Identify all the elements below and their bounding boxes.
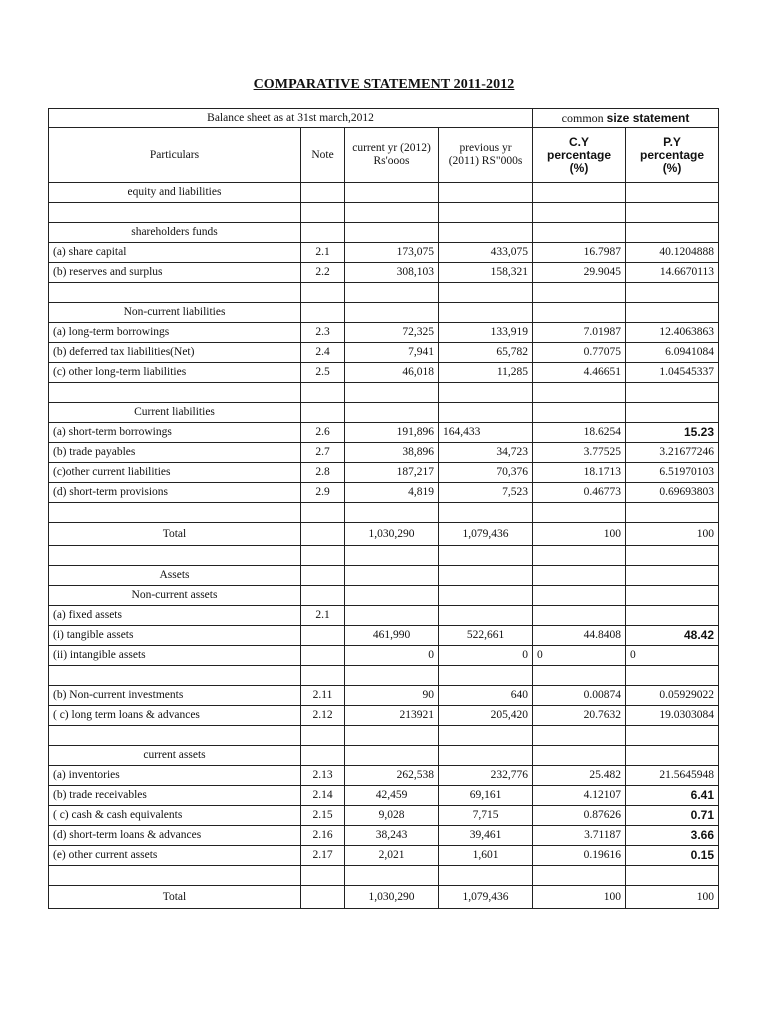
empty-cell <box>533 586 626 606</box>
table-row <box>49 363 719 383</box>
blank-cell <box>301 666 345 686</box>
current-yr-cell: 46,018 <box>345 363 439 383</box>
previous-yr-cell: 522,661 <box>439 626 533 646</box>
current-yr-cell: 72,325 <box>345 323 439 343</box>
blank-cell <box>345 666 439 686</box>
note-cell: 2.16 <box>301 826 345 846</box>
previous-yr-cell: 158,321 <box>439 263 533 283</box>
empty-cell <box>439 183 533 203</box>
blank-cell <box>439 203 533 223</box>
cy-percentage-cell: 4.12107 <box>533 786 626 806</box>
table-row <box>49 626 719 646</box>
particulars-cell: (c) other long-term liabilities <box>49 363 301 383</box>
table-row <box>49 243 719 263</box>
current-yr-cell: 187,217 <box>345 463 439 483</box>
py-percentage-cell: 100 <box>626 523 719 546</box>
current-yr-cell: 9,028 <box>345 806 439 826</box>
blank-cell <box>439 866 533 886</box>
previous-yr-value: 0 <box>522 649 529 661</box>
cy-percentage-cell: 3.77525 <box>533 443 626 463</box>
blank-cell <box>49 546 301 566</box>
particulars-cell: (c)other current liabilities <box>49 463 301 483</box>
particulars-cell: (b) Non-current investments <box>49 686 301 706</box>
blank-cell <box>533 503 626 523</box>
empty-cell <box>301 566 345 586</box>
section-label: equity and liabilities <box>49 183 301 203</box>
empty-cell <box>301 223 345 243</box>
blank-cell <box>345 503 439 523</box>
empty-cell <box>439 746 533 766</box>
py-percentage-cell: 1.04545337 <box>626 363 719 383</box>
particulars-cell: (a) inventories <box>49 766 301 786</box>
section-row <box>49 746 719 766</box>
blank-row <box>49 283 719 303</box>
blank-row <box>49 866 719 886</box>
common-size-header: common size statement <box>533 109 719 128</box>
particulars-cell: (ii) intangible assets <box>49 646 301 666</box>
previous-yr-cell: 65,782 <box>439 343 533 363</box>
empty-cell <box>439 303 533 323</box>
total-row <box>49 523 719 546</box>
total-label: Total <box>49 523 301 546</box>
empty-cell <box>533 223 626 243</box>
py-percentage-cell: 0.71 <box>626 806 719 826</box>
cy-percentage-header: C.Y percentage (%) <box>533 128 626 183</box>
cy-percentage-cell: 18.1713 <box>533 463 626 483</box>
blank-cell <box>345 866 439 886</box>
blank-cell <box>49 383 301 403</box>
empty-cell <box>301 403 345 423</box>
note-cell: 2.5 <box>301 363 345 383</box>
blank-cell <box>533 383 626 403</box>
blank-cell <box>301 866 345 886</box>
cy-percentage-cell: 16.7987 <box>533 243 626 263</box>
cy-percentage-cell: 0 <box>533 646 626 666</box>
cy-percentage-cell: 0.00874 <box>533 686 626 706</box>
empty-cell <box>345 223 439 243</box>
py-percentage-cell <box>626 606 719 626</box>
current-yr-cell: 1,030,290 <box>345 523 439 546</box>
blank-cell <box>626 203 719 223</box>
blank-cell <box>626 866 719 886</box>
empty-cell <box>626 183 719 203</box>
section-label: Current liabilities <box>49 403 301 423</box>
cy-percentage-cell: 25.482 <box>533 766 626 786</box>
cy-percentage-cell: 29.9045 <box>533 263 626 283</box>
cy-percentage-cell <box>533 606 626 626</box>
previous-yr-cell: 1,079,436 <box>439 886 533 909</box>
py-percentage-cell: 6.41 <box>626 786 719 806</box>
particulars-cell: (a) fixed assets <box>49 606 301 626</box>
blank-cell <box>301 726 345 746</box>
empty-cell <box>626 403 719 423</box>
note-cell: 2.17 <box>301 846 345 866</box>
previous-yr-cell: 7,715 <box>439 806 533 826</box>
table-row <box>49 766 719 786</box>
note-cell <box>301 626 345 646</box>
table-row <box>49 606 719 626</box>
empty-cell <box>301 303 345 323</box>
empty-cell <box>439 566 533 586</box>
blank-cell <box>345 283 439 303</box>
empty-cell <box>533 303 626 323</box>
blank-row <box>49 546 719 566</box>
py-percentage-cell: 0.15 <box>626 846 719 866</box>
section-row <box>49 403 719 423</box>
empty-cell <box>301 183 345 203</box>
blank-cell <box>439 503 533 523</box>
py-percentage-cell: 15.23 <box>626 423 719 443</box>
comparative-statement-table <box>48 108 719 909</box>
blank-cell <box>626 666 719 686</box>
empty-cell <box>301 746 345 766</box>
particulars-cell: (d) short-term loans & advances <box>49 826 301 846</box>
blank-cell <box>345 546 439 566</box>
cy-percentage-cell: 4.46651 <box>533 363 626 383</box>
previous-yr-cell: 1,601 <box>439 846 533 866</box>
previous-yr-cell: 34,723 <box>439 443 533 463</box>
total-row <box>49 886 719 909</box>
table-row <box>49 646 719 666</box>
blank-cell <box>533 866 626 886</box>
blank-cell <box>533 283 626 303</box>
section-row <box>49 183 719 203</box>
table-row <box>49 826 719 846</box>
blank-cell <box>49 203 301 223</box>
previous-yr-cell: 232,776 <box>439 766 533 786</box>
previous-yr-cell: 39,461 <box>439 826 533 846</box>
py-percentage-cell: 12.4063863 <box>626 323 719 343</box>
blank-row <box>49 503 719 523</box>
table-row <box>49 443 719 463</box>
py-percentage-cell: 6.0941084 <box>626 343 719 363</box>
cy-percentage-cell: 0.19616 <box>533 846 626 866</box>
current-yr-header: current yr (2012) Rs'ooos <box>345 128 439 183</box>
empty-cell <box>626 746 719 766</box>
particulars-cell: (b) reserves and surplus <box>49 263 301 283</box>
blank-cell <box>439 726 533 746</box>
current-yr-cell: 213921 <box>345 706 439 726</box>
py-percentage-cell: 48.42 <box>626 626 719 646</box>
empty-cell <box>439 403 533 423</box>
blank-cell <box>345 726 439 746</box>
blank-cell <box>345 203 439 223</box>
blank-row <box>49 726 719 746</box>
table-row <box>49 806 719 826</box>
current-yr-cell: 42,459 <box>345 786 439 806</box>
current-yr-cell: 173,075 <box>345 243 439 263</box>
note-cell: 2.7 <box>301 443 345 463</box>
cy-percentage-cell: 100 <box>533 886 626 909</box>
py-percentage-cell: 6.51970103 <box>626 463 719 483</box>
empty-cell <box>345 183 439 203</box>
note-cell <box>301 646 345 666</box>
note-cell: 2.2 <box>301 263 345 283</box>
section-row <box>49 303 719 323</box>
page-title: COMPARATIVE STATEMENT 2011-2012 <box>253 77 515 92</box>
empty-cell <box>345 303 439 323</box>
note-cell: 2.4 <box>301 343 345 363</box>
note-cell: 2.15 <box>301 806 345 826</box>
note-cell: 2.6 <box>301 423 345 443</box>
cy-percentage-cell: 44.8408 <box>533 626 626 646</box>
empty-cell <box>345 746 439 766</box>
table-row <box>49 463 719 483</box>
particulars-cell: ( c) cash & cash equivalents <box>49 806 301 826</box>
previous-yr-cell: 1,079,436 <box>439 523 533 546</box>
particulars-header: Particulars <box>49 128 301 183</box>
blank-cell <box>301 203 345 223</box>
empty-cell <box>345 586 439 606</box>
current-yr-cell: 308,103 <box>345 263 439 283</box>
note-cell <box>301 523 345 546</box>
note-cell: 2.8 <box>301 463 345 483</box>
blank-cell <box>626 546 719 566</box>
blank-cell <box>626 383 719 403</box>
table-row <box>49 323 719 343</box>
py-percentage-cell: 3.66 <box>626 826 719 846</box>
table-row <box>49 706 719 726</box>
previous-yr-cell: 7,523 <box>439 483 533 503</box>
cy-percentage-cell: 100 <box>533 523 626 546</box>
current-yr-cell <box>345 606 439 626</box>
blank-cell <box>439 666 533 686</box>
previous-yr-cell: 205,420 <box>439 706 533 726</box>
blank-cell <box>533 203 626 223</box>
previous-yr-cell: 69,161 <box>439 786 533 806</box>
blank-cell <box>533 546 626 566</box>
empty-cell <box>626 586 719 606</box>
cy-percentage-cell: 20.7632 <box>533 706 626 726</box>
current-yr-cell: 2,021 <box>345 846 439 866</box>
blank-cell <box>533 666 626 686</box>
previous-yr-cell: 11,285 <box>439 363 533 383</box>
previous-yr-cell <box>439 646 533 666</box>
table-row <box>49 686 719 706</box>
total-label: Total <box>49 886 301 909</box>
blank-cell <box>533 726 626 746</box>
empty-cell <box>439 223 533 243</box>
statement-body <box>49 183 719 909</box>
section-label: Non-current assets <box>49 586 301 606</box>
empty-cell <box>626 566 719 586</box>
py-percentage-cell: 0.05929022 <box>626 686 719 706</box>
cy-percentage-cell: 0.87626 <box>533 806 626 826</box>
blank-cell <box>49 503 301 523</box>
previous-yr-header: previous yr (2011) RS"000s <box>439 128 533 183</box>
empty-cell <box>439 586 533 606</box>
blank-cell <box>439 546 533 566</box>
py-percentage-cell: 100 <box>626 886 719 909</box>
current-yr-cell: 461,990 <box>345 626 439 646</box>
blank-cell <box>626 283 719 303</box>
particulars-cell: (b) deferred tax liabilities(Net) <box>49 343 301 363</box>
blank-cell <box>439 383 533 403</box>
cy-percentage-cell: 18.6254 <box>533 423 626 443</box>
blank-cell <box>301 383 345 403</box>
py-percentage-cell: 40.1204888 <box>626 243 719 263</box>
blank-cell <box>626 503 719 523</box>
current-yr-cell: 90 <box>345 686 439 706</box>
py-percentage-cell: 19.0303084 <box>626 706 719 726</box>
note-cell: 2.9 <box>301 483 345 503</box>
py-percentage-cell: 14.6670113 <box>626 263 719 283</box>
cy-percentage-cell: 3.71187 <box>533 826 626 846</box>
py-percentage-header: P.Y percentage (%) <box>626 128 719 183</box>
section-row <box>49 586 719 606</box>
empty-cell <box>626 223 719 243</box>
cy-percentage-cell: 7.01987 <box>533 323 626 343</box>
note-cell: 2.1 <box>301 606 345 626</box>
balance-sheet-header: Balance sheet as at 31st march,2012 <box>49 109 533 128</box>
py-percentage-cell: 0 <box>626 646 719 666</box>
note-cell <box>301 886 345 909</box>
previous-yr-cell: 70,376 <box>439 463 533 483</box>
table-row <box>49 846 719 866</box>
empty-cell <box>345 403 439 423</box>
py-percentage-cell: 3.21677246 <box>626 443 719 463</box>
note-cell: 2.11 <box>301 686 345 706</box>
py-percentage-cell: 21.5645948 <box>626 766 719 786</box>
particulars-cell: (i) tangible assets <box>49 626 301 646</box>
note-header: Note <box>301 128 345 183</box>
note-cell: 2.12 <box>301 706 345 726</box>
blank-cell <box>49 866 301 886</box>
current-yr-cell: 262,538 <box>345 766 439 786</box>
previous-yr-cell <box>439 606 533 626</box>
blank-cell <box>49 666 301 686</box>
blank-cell <box>301 546 345 566</box>
current-yr-cell: 7,941 <box>345 343 439 363</box>
particulars-cell: (b) trade receivables <box>49 786 301 806</box>
cy-percentage-cell: 0.46773 <box>533 483 626 503</box>
blank-cell <box>439 283 533 303</box>
blank-row <box>49 383 719 403</box>
previous-yr-cell: 164,433 <box>439 423 533 443</box>
particulars-cell: (e) other current assets <box>49 846 301 866</box>
current-yr-cell: 0 <box>345 646 439 666</box>
table-row <box>49 483 719 503</box>
section-label: Assets <box>49 566 301 586</box>
blank-cell <box>301 283 345 303</box>
table-row <box>49 423 719 443</box>
empty-cell <box>533 183 626 203</box>
particulars-cell: (a) long-term borrowings <box>49 323 301 343</box>
table-row <box>49 343 719 363</box>
current-yr-cell: 38,896 <box>345 443 439 463</box>
section-label: current assets <box>49 746 301 766</box>
blank-row <box>49 666 719 686</box>
section-label: shareholders funds <box>49 223 301 243</box>
blank-cell <box>626 726 719 746</box>
blank-cell <box>49 726 301 746</box>
current-yr-cell: 4,819 <box>345 483 439 503</box>
note-cell: 2.14 <box>301 786 345 806</box>
previous-yr-cell: 640 <box>439 686 533 706</box>
current-yr-cell: 191,896 <box>345 423 439 443</box>
blank-cell <box>49 283 301 303</box>
particulars-cell: (b) trade payables <box>49 443 301 463</box>
previous-yr-cell: 433,075 <box>439 243 533 263</box>
blank-cell <box>345 383 439 403</box>
note-cell: 2.3 <box>301 323 345 343</box>
py-percentage-cell: 0.69693803 <box>626 483 719 503</box>
section-label: Non-current liabilities <box>49 303 301 323</box>
particulars-cell: (a) short-term borrowings <box>49 423 301 443</box>
empty-cell <box>533 746 626 766</box>
note-cell: 2.1 <box>301 243 345 263</box>
blank-cell <box>301 503 345 523</box>
table-row <box>49 263 719 283</box>
section-row <box>49 223 719 243</box>
empty-cell <box>533 566 626 586</box>
current-yr-cell: 38,243 <box>345 826 439 846</box>
empty-cell <box>301 586 345 606</box>
particulars-cell: (d) short-term provisions <box>49 483 301 503</box>
current-yr-cell: 1,030,290 <box>345 886 439 909</box>
empty-cell <box>626 303 719 323</box>
particulars-cell: (a) share capital <box>49 243 301 263</box>
table-row <box>49 786 719 806</box>
section-row <box>49 566 719 586</box>
particulars-cell: ( c) long term loans & advances <box>49 706 301 726</box>
previous-yr-cell: 133,919 <box>439 323 533 343</box>
note-cell: 2.13 <box>301 766 345 786</box>
blank-row <box>49 203 719 223</box>
empty-cell <box>345 566 439 586</box>
empty-cell <box>533 403 626 423</box>
cy-percentage-cell: 0.77075 <box>533 343 626 363</box>
